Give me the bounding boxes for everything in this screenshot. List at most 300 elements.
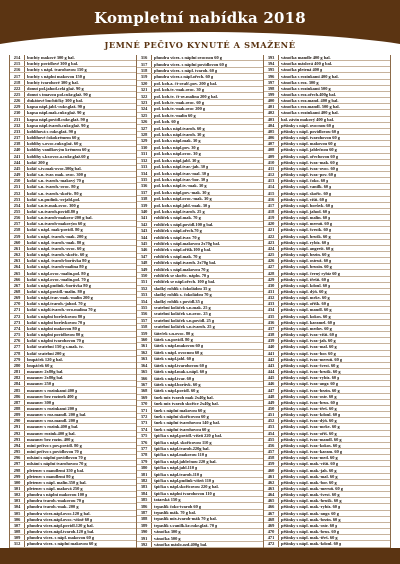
product-number: 393 [264,55,279,60]
product-name: rohlíček se skořic. nápln. 70 g [154,273,210,279]
product-number: 353 [137,292,152,297]
product-number: 257 [10,221,25,226]
product-number: 406 [264,135,279,140]
product-number: 330 [137,145,152,150]
product-name: plundra vícez.s nápl.ořech. 60 g [154,74,214,80]
product-number: 437 [264,326,279,331]
product-number: 375 [137,433,152,438]
product-name: pěšinky s nápl. černý rybíz 60 g [281,270,340,276]
product-number: 241 [10,154,25,159]
product-name: pěšinky s nápl. mak.-třeš. 60 g [281,535,338,541]
product-table [9,55,391,548]
product-name: koláč s nápl. tvaroh.-mak. 200 g [27,233,87,239]
product-name: pěšinky s nápl. mak.-švest. 60 g [281,492,340,498]
product-name: pěšinky s nápl. mak.-mal. 60 g [281,473,338,479]
product-name: pol. koh.s nápl.tvar.-bor. 30 g [154,176,209,182]
product-number: 218 [10,80,25,85]
product-number: 446 [264,381,279,386]
product-number: 333 [137,164,152,169]
product-number: 251 [10,184,25,189]
product-number: 285 [10,387,25,392]
product-number: 397 [264,80,279,85]
product-name: koláč s.n.tv.mak.ovoc. 300 g [27,202,79,208]
product-number: 279 [10,357,25,362]
product-name: vánočka s roz.mand. 400 g bal. [281,98,339,104]
product-name: pol. koh.s nápl.jabl. 30 g [154,157,200,163]
product-number: 469 [264,523,279,528]
product-name: pěšinky s nápl. tvar.-med. 60 g [281,455,338,461]
product-number: 323 [137,100,152,105]
product-number: 404 [264,123,279,128]
product-number: 458 [264,455,279,460]
product-number: 428 [264,270,279,275]
product-number: 403 [264,117,279,122]
product-name: rohlíček s nápl.povidl.100 g bal. [154,221,214,227]
product-number: 298 [10,467,25,472]
product-name: loupáček 120 g bal. [27,356,63,362]
product-name: pěšinky s nápl. meruň. 60 g [281,221,333,227]
product-number: 244 [10,160,25,165]
product-number: 421 [264,227,279,232]
product-number: 254 [10,203,25,208]
product-name: pol. koh.s nápl.mak. 30 g [154,138,201,144]
product-name: pěšinky s nápl. kdoul. 60 g [281,282,331,288]
product-number: 358 [137,324,152,329]
product-number: 349 [137,266,152,271]
product-number: 439 [264,338,279,343]
product-name: pěšinky s nápl. brusin. 60 g [281,264,332,270]
product-number: 471 [264,535,279,540]
product-name: pol. koh.s nápl.tv.-mak. 30 g [154,183,207,189]
product-number: 255 [10,209,25,214]
product-name: šnek s náplní tvarohovou 60 g [154,426,210,432]
product-number: 249 [10,172,25,177]
product-name: sladký rohlík s povidl.35 g [154,298,204,304]
product-name: šátek s nápl.tvar. 60 g [154,375,195,381]
product-name: pěšinky s nápl. tvar.-višň. 60 g [281,332,338,338]
product-number: 284 [10,381,25,386]
product-number: 336 [137,183,152,188]
product-name: špička s nápl.jablečnou 220 g bal. [154,458,217,464]
product-number: 320 [137,81,152,86]
product-number: 362 [137,350,152,355]
product-number: 357 [137,318,152,323]
product-number: 340 [137,209,152,214]
table-row [264,541,390,547]
product-name: pěšinky s nápl. ovocnou 60 g [281,122,335,128]
product-name: pěšinky s nápl. tvar.-mal. 60 g [281,344,337,350]
product-name: pěšinky s nápl. tvar.-ovoc. 60 g [281,165,339,171]
product-number: 369 [137,395,152,400]
product-number: 410 [264,160,279,165]
product-number: 453 [264,424,279,429]
product-name: koláč svatební 150 g s.mak. tv. [27,344,84,350]
product-name: koláč s nápl.pudink.-borůvka 80 g [27,282,91,288]
product-name: špička s nápl. skořicovou 110 g [154,439,212,445]
product-name: koláč s nápl. tvaroh-borůvka 80 g [27,258,90,264]
product-name: trpaslík mix.tvaroh-mák 70 g bal. [154,516,217,522]
product-number: 394 [264,61,279,66]
product-name: mazanec rozink.400 g bal. [27,430,76,436]
product-number: 411 [264,166,279,171]
product-name: špička s nápl.tvaroh.110 g [154,471,203,477]
product-number: 318 [137,68,152,73]
product-name: pěšinky s nápl. tvar.-oříš. 60 g [281,430,337,436]
product-number: 383 [137,484,152,489]
product-name: plundra vícez.nápl.tvaroh.120 g bal. [27,529,95,535]
product-number: 303 [10,498,25,503]
product-number: 346 [137,247,152,252]
product-name: pěšinky s nápl. tvar.-angr. 60 g [281,381,339,387]
product-number: 321 [137,87,152,92]
product-number: 363 [137,356,152,361]
product-number: 281 [10,369,25,374]
product-number: 401 [264,104,279,109]
product-name: rohlíček s nápl.tvaroh. 2x70g bal. [154,260,217,266]
product-number: 447 [264,387,279,392]
product-number: 456 [264,443,279,448]
product-number: 344 [137,234,152,239]
product-number: 430 [264,283,279,288]
product-name: mazanec s roz.mandl. 200 g [27,418,79,424]
product-name: pěšinky s nápl. mak.-brus. 60 g [281,529,340,535]
product-number: 275 [10,332,25,337]
product-number: 463 [264,486,279,491]
product-number: 293 [10,437,25,442]
product-number: 459 [264,461,279,466]
product-number: 386 [137,503,152,508]
product-name: šátek s nápl.mak.s.nápl. 60 g [154,369,208,375]
product-number: 387 [137,510,152,515]
product-name: pěšinky s nápl. tvar.-karam. 60 g [281,449,343,455]
product-name: koláč s náplí.tvaroh.-ovo.malina 70 g [27,307,96,313]
product-number: 226 [10,98,25,103]
product-name: kapsa nápl.tvaroh.cukr.glaž. 90 g [27,122,89,128]
product-number: 405 [264,129,279,134]
product-number: 331 [137,151,152,156]
product-name: mazanec 250 g [27,381,55,387]
product-number: 420 [264,221,279,226]
product-name: špička s nápl.jabl.110 g [154,465,198,471]
product-number: 319 [137,74,152,79]
product-name: pol. koh.s nápl.pov.-mak. 30 g [154,189,210,195]
product-name: bal. závin makový 400 g bal. [281,116,335,122]
product-name: rohlíček s nápl.oříšk.100 g bal. [154,247,212,253]
product-name: koláč s nápl.povidl.-malin. 80 g [27,289,86,295]
product-number: 253 [10,197,25,202]
product-number: 288 [10,406,25,411]
product-number: 347 [137,254,152,259]
product-number: 468 [264,517,279,522]
product-number: 229 [10,104,25,109]
product-name: plundra tvaroh.-makovou 70 g [27,498,85,504]
product-name: pěšinky s nápl. tvar.-bezin. 60 g [281,387,340,393]
product-name: pěšinky s nápl. skořic. 60 g [281,190,332,196]
product-number: 467 [264,511,279,516]
product-name: pol. koh. 60 g [154,119,180,125]
product-number: 465 [264,498,279,503]
product-number: 432 [264,295,279,300]
product-number: 295 [10,449,25,454]
product-number: 294 [10,443,25,448]
product-number: 378 [137,452,152,457]
product-name: pěšinky s nápl. medov. 60 g [281,325,332,331]
product-name: plundra vícez. s náplní ovocnou 60 g [154,55,222,61]
product-number: 250 [10,178,25,183]
product-number: 470 [264,529,279,534]
product-name: pěšinky s nápl. švestk. 60 g [281,227,332,233]
product-name: pěšinky s nápl. vanilk. 60 g [281,184,332,190]
product-number: 391 [137,535,152,540]
product-number: 265 [10,270,25,275]
product-number: 408 [264,147,279,152]
product-number: 368 [137,388,152,393]
product-number: 466 [264,504,279,509]
product-name: pěšinky s nápl. tvar.-hrušk. 60 g [281,369,341,375]
product-name: pěšinky s nápl. mak.-rybíz. 60 g [281,504,341,510]
product-number: 367 [137,382,152,387]
product-name: vánočka pletená 400 g [281,67,323,73]
product-name: koblihy s.ovoc.cukr.glaž. 60 g [27,141,82,147]
product-name: vánočka 500 g [154,535,181,541]
product-name: koláč s náplní borůvkovou 80 g [27,313,86,319]
product-name: pěšinky s nápl. bezin. 60 g [281,252,330,258]
product-name: vánočka máslo.ozd.400g bal. [154,542,208,548]
product-number: 426 [264,258,279,263]
product-name: pěšinky s nápl. mak.-jah. 60 g [281,467,337,473]
product-number: 462 [264,480,279,485]
product-name: pěšinky s nápl. borůvk. 60 g [281,202,334,208]
product-name: pěšinky s nápl. tvar.-kokos. 60 g [281,442,341,448]
product-name: plundra vícez. s náplní makovou 60 g [27,541,97,547]
product-number: 381 [137,471,152,476]
product-number: 334 [137,170,152,175]
product-name: koláč s.tv.mak-ovoc.300g bal. [27,165,82,171]
product-number: 266 [10,277,25,282]
product-number: 273 [10,320,25,325]
product-name: koláč s nápl. tvaroh.-skořic. 60 g [27,252,88,258]
product-number: 385 [137,497,152,502]
product-name: pol. koh.s nápl.ovoc. 30 g [154,151,201,157]
product-number: 452 [264,418,279,423]
product-number: 233 [10,129,25,134]
product-name: mlsání s náplní povidlovou 70 g [27,455,86,461]
product-number: 427 [264,264,279,269]
product-name: vánočka máslová 400 g bal. [281,61,333,67]
product-number: 377 [137,446,152,451]
product-number: 276 [10,338,25,343]
product-number: 238 [10,141,25,146]
product-number: 225 [10,92,25,97]
product-name: vánočka s roz.mandl. 500 g bal. [281,104,340,110]
product-number: 360 [137,337,152,342]
product-number: 290 [10,418,25,423]
product-number: 429 [264,277,279,282]
product-name: pěšinky s nápl. hrušk. 60 g [281,233,331,239]
product-number: 289 [10,412,25,417]
product-number: 451 [264,412,279,417]
product-name: mazanec 2x80g bal. [27,369,64,375]
product-number: 356 [137,311,152,316]
product-name: šátek s nápl.povidl. 60 g [154,388,199,394]
product-number: 342 [137,222,152,227]
product-name: pěšinky s nápl. mak.-kdoul. 60 g [281,541,342,547]
product-number: 222 [10,86,25,91]
product-name: pol. koh.s nápl.pov. 30 g [154,144,199,150]
product-name: kapsa nápl.mak.cukr.glaž. 90 g [27,110,85,116]
product-name: koláč s náplní makovou 80 g [27,325,81,331]
product-name: pěšinky s nápl. višň. 60 g [281,196,328,202]
product-name: pěšinky s nápl. rybíz. 60 g [281,239,330,245]
product-number: 237 [10,135,25,140]
product-number: 348 [137,260,152,265]
product-name: pěšinky s nápl. tvar.-brus. 60 g [281,399,339,405]
product-number: 269 [10,295,25,300]
product-name: pěšinky s nápl. malin. 60 g [281,215,331,221]
product-name: pol. koh.s nápl.jabl.-mak. 30 g [154,202,211,208]
product-number: 304 [10,504,25,509]
product-name: koláč s.n.tvaroh-makovým 60 g [27,221,86,227]
product-name: mazanec s rozink.400 g bal. [27,424,79,430]
product-name: koláč s náplní borůvkovou 70 g [27,319,86,325]
product-name: mlsání s náplní tvarohovou 70 g [27,461,87,467]
product-name: pěšinky s nápl. tvar.-mrkv. 60 g [281,424,340,430]
product-number: 472 [264,541,279,546]
product-number: 317 [137,61,152,66]
product-name: koblihy vanilkovým krémem 60 g [27,147,90,153]
product-name: kapsa nápl.jabl.-cukr.glaž. 90 g [27,104,86,110]
product-number: 259 [10,234,25,239]
product-name: pěšinky s nápl. tvar.-třeš. 60 g [281,405,337,411]
product-name: plundra tvaroh.-mak. 200 g [27,504,79,510]
product-name: mazanec 2x80g bal. [27,375,64,381]
product-number: 308 [10,529,25,534]
product-name: mazanec 300 g [27,399,55,405]
product-name: pěšinky s nápl. ořechovou 60 g [281,153,339,159]
product-number: 268 [10,289,25,294]
product-number: 278 [10,351,25,356]
product-number: 438 [264,332,279,337]
product-number: 433 [264,301,279,306]
product-number: 309 [10,535,25,540]
product-name: pol. koh.tv. čt-ov.malina 200 g bal. [154,93,218,99]
product-column [9,55,136,548]
product-name: šnek mix tvaroh skořice 2x40g bal. [154,401,219,407]
product-name: kapsa nápl.povidl.cukr.glaž. 90 g [27,116,89,122]
product-number: 417 [264,203,279,208]
product-number: 352 [137,286,152,291]
product-name: loupáček 60 g [27,362,53,368]
product-number: 270 [10,301,25,306]
product-number: 396 [264,73,279,78]
product-name: pěšinky s nápl. povidlovou 60 g [281,128,340,134]
product-name: koláč s náplní tvarohovou 70 g [27,338,85,344]
product-number: 261 [10,246,25,251]
product-number: 332 [137,158,152,163]
product-number: 325 [137,113,152,118]
product-number: 435 [264,314,279,319]
product-name: buchty s náplní makovou 150 g [27,73,86,79]
product-name: špička s nápl.povidl.-višeň 220 g bal. [154,433,223,439]
product-name: trpaslík mák. 70 g bal. [154,510,196,516]
product-name: šnek s náplní tvarohovou 140 g bal. [154,420,220,426]
product-number: 232 [10,123,25,128]
product-name: pěšinky s nápl. tvar.-jah. 60 g [281,338,336,344]
product-number: 382 [137,478,152,483]
product-name: pěšinky s nápl. tvar.-dýň. 60 g [281,418,337,424]
header-banner [0,0,400,60]
product-name: pěšinky s nápl. mak.-višň. 60 g [281,461,339,467]
product-name: koláč s nápl.tvar.-mak.-malin 200 g [27,295,93,301]
product-name: rohlíček se nápl.ořech. 100 g bal. [154,279,216,285]
product-name: koláč s nápl.ovoc.-malin.pol. 70 g [27,276,89,282]
product-number: 252 [10,190,25,195]
product-name: šnek s náplní skořicovou 60 g [154,413,209,419]
product-name: plundra s náplní makovou 100 g [27,492,88,498]
product-name: pěšinky s nápl. jablečnou 60 g [281,147,337,153]
product-number: 299 [10,474,25,479]
product-number: 370 [137,401,152,406]
product-number: 291 [10,424,25,429]
product-name: šátek s.n.povidl. 80 g [154,337,193,343]
product-column [136,55,263,548]
product-number: 264 [10,264,25,269]
product-name: šnek mix tvaroh mak 2x40g bal. [154,394,214,400]
product-number: 292 [10,431,25,436]
product-number: 379 [137,459,152,464]
product-number: 398 [264,86,279,91]
product-name: plundra vícez. s náplní povidlovou 60 g [154,61,228,67]
product-number: 455 [264,437,279,442]
product-name: pěšinky s nápl. mak.-hrušk. 60 g [281,498,342,504]
product-number: 322 [137,93,152,98]
product-number: 365 [137,369,152,374]
product-number: 448 [264,394,279,399]
product-number: 372 [137,414,152,419]
product-name: koláč s.n. tvaroh.-skořic. 80 g [27,190,82,196]
product-number: 316 [137,55,152,60]
product-name: mazanec s roz.mandl. 200 g bal. [27,412,87,418]
product-name: rohlíček s nápl.tvar. 70 g [154,234,200,240]
product-number: 445 [264,375,279,380]
product-number: 366 [137,375,152,380]
product-number: 390 [137,529,152,534]
product-number: 361 [137,343,152,348]
product-number: 418 [264,209,279,214]
product-number: 350 [137,273,152,278]
product-number: 216 [10,67,25,72]
product-name: mini pečivo s povidlovou 70 g [27,449,83,455]
product-name: pěšinky s nápl. mak.-angr. 60 g [281,510,339,516]
product-number: 407 [264,141,279,146]
product-number: 258 [10,227,25,232]
product-name: pol. koh.s nápl.tvaroh. 25 g [154,208,205,214]
product-name: pěšinky s nápl. mak.-bor. 60 g [281,479,337,485]
product-name: pěšinky s nápl. třešň. 60 g [281,276,330,282]
product-name: pěšinky s nápl. tvarohovou 60 g [281,135,340,141]
product-name: pěšinky s nápl. angrešt. 60 g [281,245,334,251]
product-number: 287 [10,400,25,405]
product-name: pletenec s nápl. maková 250 g [27,486,83,492]
product-name: mazanec bez rozinek 400 g [27,393,77,399]
product-name: trpaslík s.vanilk.kr.cukr.glaž. 70 g [154,522,218,528]
product-number: 256 [10,215,25,220]
product-name: tatarská 150 g [154,497,181,503]
product-number: 449 [264,400,279,405]
product-name: vánočka s rozinkami 500 g [281,85,331,91]
product-number: 214 [10,55,25,60]
product-name: buchty makové 300 g bal. [27,55,75,61]
